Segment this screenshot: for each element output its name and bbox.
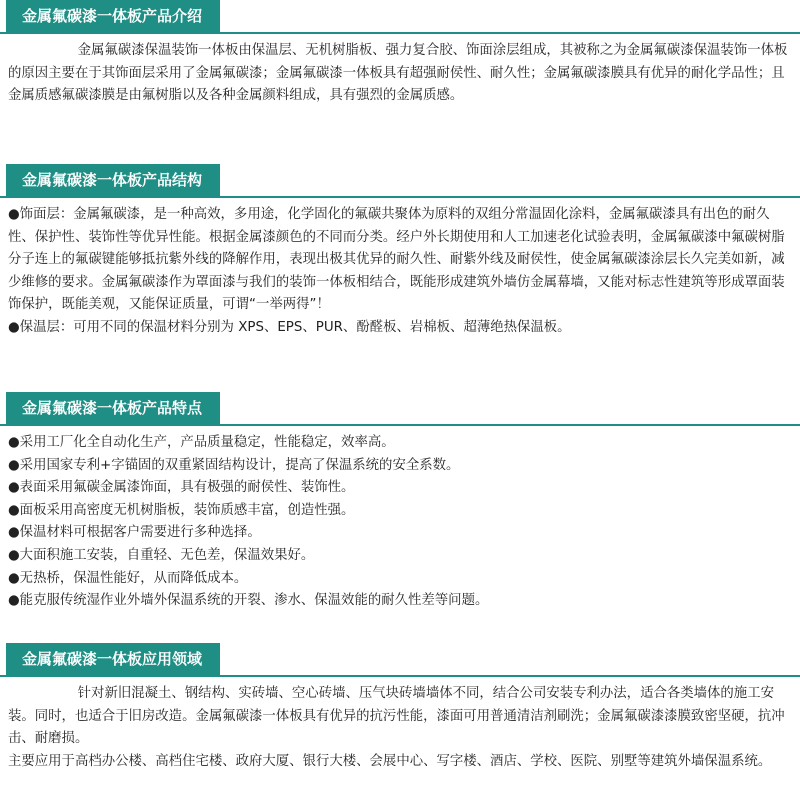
section-applications	[0, 643, 800, 773]
list-item: ●保温层：可用不同的保温材料分别为 XPS、EPS、PUR、酚醛板、岩棉板、超薄绝热保温板。	[8, 319, 571, 335]
intro-paragraph: 金属氟碳漆保温装饰一体板由保温层、无机树脂板、强力复合胶、饰面涂层组成，其被称之为金属氟碳漆保温装饰一体板的原因主要在于其饰面层采用了金属氟碳漆；金属氟碳漆一体板具有超强耐侯性、耐久性；金属氟碳漆膜具有优异的耐化学品性；且金属质感氟碳漆膜是由氟树脂以及各种金属颜料组成，具有强烈的金属质感。	[8, 43, 788, 104]
section-intro	[0, 0, 800, 108]
section-header	[0, 392, 800, 426]
section-title: 金属氟碳漆一体板应用领域	[6, 643, 220, 675]
list-item: ●能克服传统湿作业外墙外保温系统的开裂、渗水、保温效能的耐久性差等问题。	[8, 593, 489, 609]
section-title: 金属氟碳漆一体板产品特点	[6, 392, 220, 424]
list-item: ●采用国家专利+字锚固的双重紧固结构设计，提高了保温系统的安全系数。	[8, 457, 460, 473]
applications-paragraph: 针对新旧混凝土、钢结构、实砖墙、空心砖墙、压气块砖墙墙体不同，结合公司安装专利办法，适合各类墙体的施工安装。同时，也适合于旧房改造。金属氟碳漆一体板具有优异的抗污性能，漆面可用普通清洁剂刷洗；金属氟碳漆漆膜致密坚硬，抗冲击、耐磨损。	[8, 686, 785, 747]
section-header	[0, 643, 800, 677]
list-item: ●大面积施工安装，自重轻、无色差，保温效果好。	[8, 547, 315, 563]
list-item: ●表面采用氟碳金属漆饰面，具有极强的耐侯性、装饰性。	[8, 480, 355, 496]
section-features	[0, 392, 800, 613]
list-item: ●采用工厂化全自动化生产，产品质量稳定，性能稳定，效率高。	[8, 435, 395, 450]
structure-list	[0, 198, 800, 340]
features-list	[0, 426, 800, 613]
list-item: ●面板采用高密度无机树脂板，装饰质感丰富，创造性强。	[8, 502, 355, 518]
section-header	[0, 0, 800, 34]
section-title: 金属氟碳漆一体板产品结构	[6, 164, 220, 196]
list-item: ●保温材料可根据客户需要进行多种选择。	[8, 525, 261, 541]
applications-usage: 主要应用于高档办公楼、高档住宅楼、政府大厦、银行大楼、会展中心、写字楼、酒店、学校、医院、别墅等建筑外墙保温系统。	[8, 753, 772, 769]
section-structure	[0, 164, 800, 340]
section-title: 金属氟碳漆一体板产品介绍	[6, 0, 220, 32]
list-item: ●饰面层：金属氟碳漆，是一种高效，多用途，化学固化的氟碳共聚体为原料的双组分常温固化涂料，金属氟碳漆具有出色的耐久性、保护性、装饰性等优异性能。根据金属漆颜色的不同而分类。经户外长期使用和人工加速老化试验表明，金属氟碳漆中氟碳树脂分子连上的氟碳键能够抵抗紫外线的降解作用，表现出极其优异的耐久性、耐紫外线及耐侯性，使金属氟碳漆涂层长久完美如新，减少维修的要求。金属氟碳漆作为罩面漆与我们的装饰一体板相结合，既能形成建筑外墙仿金属幕墙，又能对标志性建筑等形成罩面装饰保护，既能美观，又能保证质量，可谓“一举两得”！	[8, 207, 785, 313]
list-item: ●无热桥，保温性能好，从而降低成本。	[8, 570, 248, 586]
section-header	[0, 164, 800, 198]
